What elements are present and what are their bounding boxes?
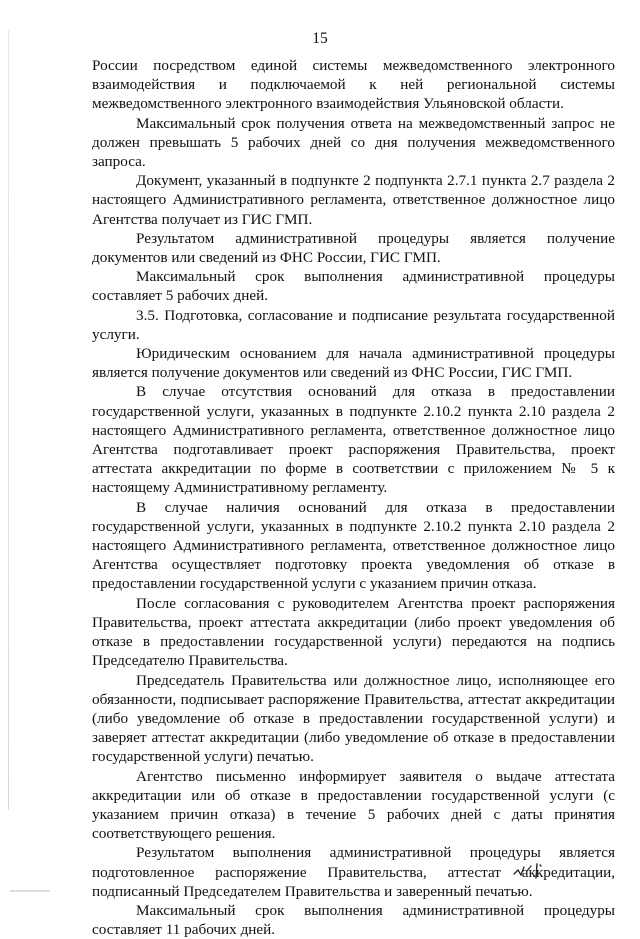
paragraph-approval: После согласования с руководителем Агентства проект распоряжения Правительства, проект аттестата аккредитации (либо проект уведомления об отказе в предоставлении государственной услуги) передаются на подпись Председателю Правительства.: [92, 594, 615, 670]
paragraph-applicant-notification: Агентство письменно информирует заявителя о выдаче аттестата аккредитации или об отказе в предоставлении государственной услуги (с указанием причин отказа) в течение 5 рабочих дней с даты принятия соответствующего решения.: [92, 767, 615, 843]
paragraph-refusal-grounds: В случае наличия оснований для отказа в предоставлении государственной услуги, указанных в подпункте 2.10.2 пункта 2.10 раздела 2 настоящего Административного регламента, ответственное должностное лицо Агентства осуществляет подготовку проекта уведомления об отказе в предоставлении государственной услуги с указанием причин отказа.: [92, 498, 615, 593]
page-number: 15: [312, 30, 328, 47]
paragraph-continuation: России посредством единой системы межведомственного электронного взаимодействия и подключаемой к ней региональной системы межведомственного электронного взаимодействия Ульяновской области.: [92, 57, 615, 113]
paragraph-final-result: Результатом выполнения административной процедуры является подготовленное распоряжение Правительства, аттестат аккредитации, подписанный Председателем Правительства и заверенный печатью.: [92, 844, 615, 900]
scan-edge-mark: [8, 30, 9, 810]
document-body: [92, 56, 615, 939]
section-heading-3-5: 3.5. Подготовка, согласование и подписание результата государственной услуги.: [92, 306, 615, 343]
paragraph-procedure-deadline: Максимальный срок выполнения административной процедуры составляет 5 рабочих дней.: [92, 268, 615, 305]
paragraph-max-response-time: Максимальный срок получения ответа на межведомственный запрос не должен превышать 5 рабочих дней со дня получения межведомственного запроса.: [92, 114, 615, 171]
handwritten-initials-icon: [510, 858, 560, 882]
paragraph-legal-basis: Юридическим основанием для начала административной процедуры является получение документов или сведений из ФНС России, ГИС ГМП.: [92, 345, 615, 382]
paragraph-document-gis-gmp: Документ, указанный в подпункте 2 подпункта 2.7.1 пункта 2.7 раздела 2 настоящего Административного регламента, ответственное должностное лицо Агентства получает из ГИС ГМП.: [92, 172, 615, 228]
paragraph-final-deadline: Максимальный срок выполнения административной процедуры составляет 11 рабочих дней.: [92, 901, 615, 939]
paragraph-chairman-signing: Председатель Правительства или должностное лицо, исполняющее его обязанности, подписывает распоряжение Правительства, аттестат аккредитации (либо уведомление об отказе в предоставлении государственной услуги) и заверяет аттестат аккредитации (либо уведомление об отказе в предоставлении государственной услуги) печатью.: [92, 671, 615, 766]
paragraph-procedure-result: Результатом административной процедуры является получение документов или сведений из ФНС России, ГИС ГМП.: [92, 229, 615, 267]
paragraph-no-refusal-grounds: В случае отсутствия оснований для отказа в предоставлении государственной услуги, указанных в подпункте 2.10.2 пункта 2.10 раздела 2 настоящего Административного регламента, ответственное должностное лицо Агентства подготавливает проект распоряжения Правительства, проект аттестата аккредитации по форме в соответствии с приложением № 5 к настоящему Административному регламенту.: [92, 383, 615, 497]
scan-artifact: [10, 890, 50, 892]
